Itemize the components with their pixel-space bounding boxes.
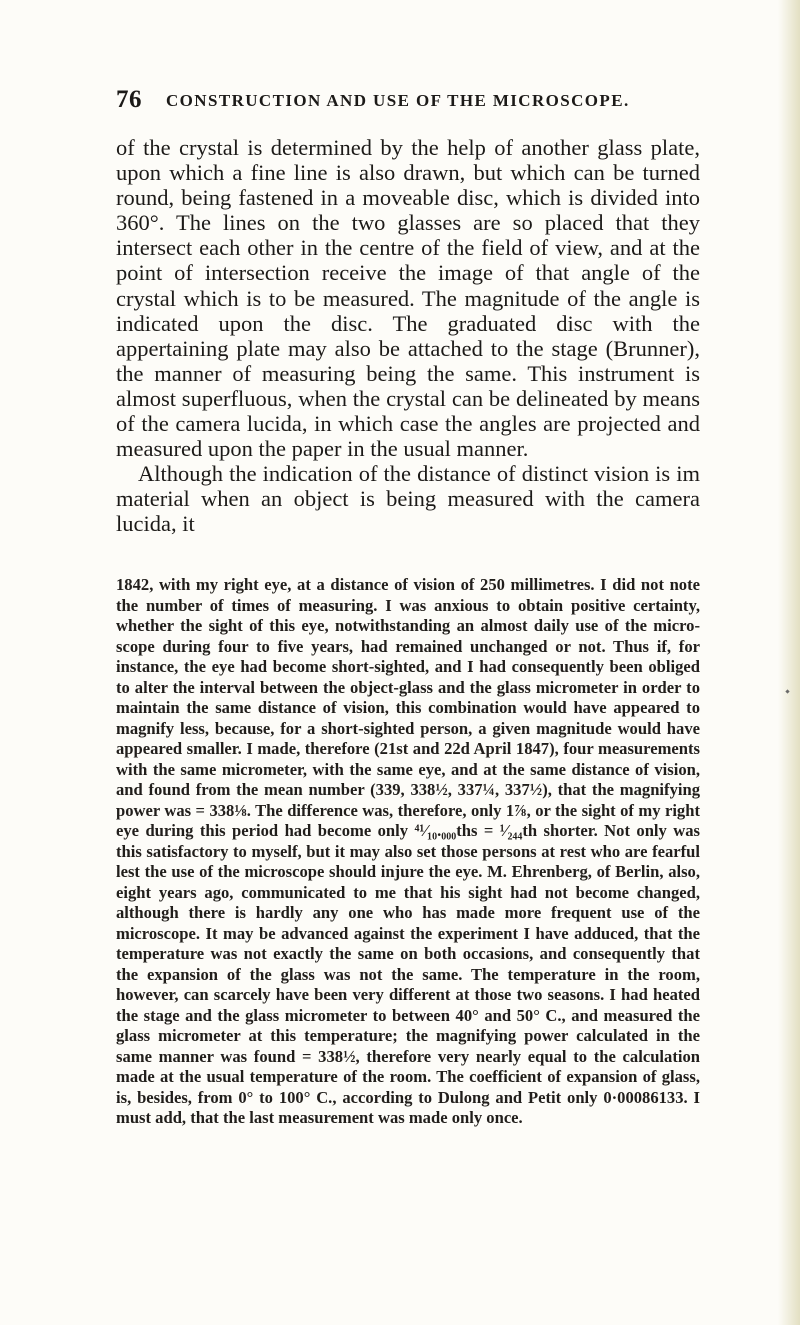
paragraph-1: of the crystal is determined by the help of another glass plate, upon which a fine line is also drawn, but which can be turned round, being fastened in a moveable disc, which is divided into 360°. The lines on the two glasses are so placed that they intersect each other in the centre of the field of view, and at the point of intersection receive the image of that angle of the crystal which is to be measured. The magnitude of the angle is indicated upon the disc. The graduated disc with the appertaining plate may also be attached to the stage (Brunner), the manner of measuring being the same. This instrument is almost superfluous, when the crystal can be delineated by means of the camera lucida, in which case the angles are projected and measured upon the paper in the usual manner. [116,135,700,462]
footnote [116,575,700,1129]
page-edge-shadow [778,0,800,1325]
running-head: CONSTRUCTION AND USE OF THE MICROSCOPE. [166,91,630,110]
main-text [116,135,700,537]
page-number: 76 [116,86,142,113]
footnote-text: 1842, with my right eye, at a distance of vision of 250 millimetres. I did not note the number of times of measuring. I was anxious to obtain positive certainty, whether the sight of this eye, notwithstanding an almost daily use of the microscope during four to five years, had remained unchanged or not. Thus if, for instance, the eye had become short-sighted, and I had consequently been obliged to alter the interval between the object-glass and the glass micrometer in order to maintain the same distance of vision, this combination would have appeared to magnify less, because, for a short-sighted person, a given magnitude would have appeared smaller. I made, therefore (21st and 22d April 1847), four measurements with the same micrometer, with the same eye, and at the same distance of vision, and found from the mean number (339, 338½, 337¼, 337½), that the magnifying power was = 338⅛. The difference was, therefore, only 1⅞, or the sight of my right eye during this period had become only ⁴¹⁄₁₀.₀₀₀ths = ¹⁄₂₄₄th shorter. Not only was this satisfactory to myself, but it may also set those persons at rest who are fearful lest the use of the microscope should injure the eye. M. Ehrenberg, of Berlin, also, eight years ago, communicated to me that his sight had not become changed, although there is hardly any one who has made more frequent use of the microscope. It may be advanced against the experiment I have adduced, that the temperature was not exactly the same on both occasions, and consequently that the expansion of the glass was not the same. The temperature in the room, however, can scarcely have been very different at those two seasons. I had heated the stage and the glass micrometer to between 40° and 50° C., and measured the glass micrometer at this temperature; the magnifying power calculated in the same manner was found = 338½, therefore very nearly equal to the calculation made at the usual temperature of the room. The coefficient of expansion of glass, is, besides, from 0° to 100° C., according to Dulong and Petit only 0·00086133. I must add, that the last measurement was made only once. [116,575,700,1127]
paragraph-2: Although the indication of the distance of distinct vision is im material when an object is being measured with the camera lucida, it [116,461,700,537]
page-header [116,86,696,116]
